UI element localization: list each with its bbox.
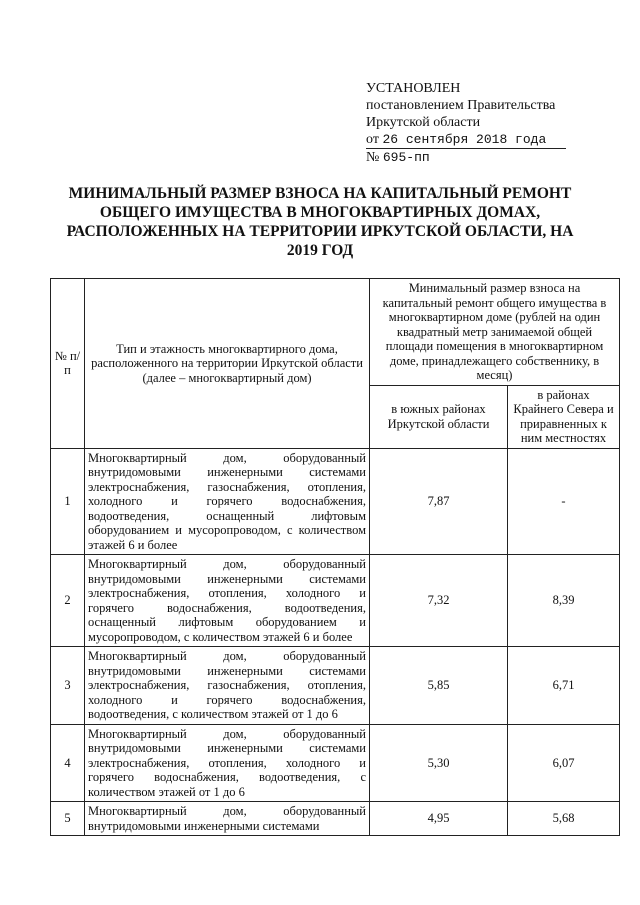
row-type: Многоквартирный дом, оборудованный внутридомовыми инженерными системами электроснабжения, газоснабжения, отопления, холодного и горячего водоснабжения, водоотведения, оснащенный лифтовым оборудованием и мусоропроводом, с количеством этажей 6 и более	[85, 448, 370, 555]
row-type: Многоквартирный дом, оборудованный внутридомовыми инженерными системами	[85, 802, 370, 836]
date-prefix: от	[366, 132, 379, 147]
row-south: 5,30	[370, 724, 508, 802]
row-num: 1	[51, 448, 85, 555]
row-north: 6,07	[508, 724, 620, 802]
row-north: 6,71	[508, 647, 620, 725]
row-south: 7,87	[370, 448, 508, 555]
row-south: 4,95	[370, 802, 508, 836]
table-row	[51, 555, 620, 647]
approval-date	[366, 131, 596, 149]
row-south: 5,85	[370, 647, 508, 725]
header-north: в районах Крайнего Севера и приравненных к ним местностях	[508, 385, 620, 448]
table-row	[51, 647, 620, 725]
row-num: 5	[51, 802, 85, 836]
row-type: Многоквартирный дом, оборудованный внутридомовыми инженерными системами электроснабжения, газоснабжения, отопления, холодного и горячего водоснабжения, водоотведения, с количеством этажей от 1 до 6	[85, 647, 370, 725]
row-south: 7,32	[370, 555, 508, 647]
table-row	[51, 802, 620, 836]
header-num: № п/п	[51, 279, 85, 449]
header-type: Тип и этажность многоквартирного дома, расположенного на территории Иркутской области (далее – многоквартирный дом)	[85, 279, 370, 449]
header-south: в южных районах Иркутской области	[370, 385, 508, 448]
row-north: 5,68	[508, 802, 620, 836]
contribution-table	[50, 278, 620, 836]
number-prefix: №	[366, 150, 380, 165]
row-north: -	[508, 448, 620, 555]
document-title: МИНИМАЛЬНЫЙ РАЗМЕР ВЗНОСА НА КАПИТАЛЬНЫЙ РЕМОНТ ОБЩЕГО ИМУЩЕСТВА В МНОГОКВАРТИРНЫХ ДОМАХ, РАСПОЛОЖЕННЫХ НА ТЕРРИТОРИИ ИРКУТСКОЙ ОБЛАСТИ, НА 2019 ГОД	[66, 185, 574, 259]
approval-by: постановлением Правительства	[366, 98, 556, 113]
table-row	[51, 448, 620, 555]
header-size: Минимальный размер взноса на капитальный ремонт общего имущества в многоквартирном доме (рублей на один квадратный метр занимаемой общей площади помещения в многоквартирном доме, принадлежащего собственнику, в месяц)	[370, 279, 620, 386]
row-num: 4	[51, 724, 85, 802]
number-value: 695-пп	[382, 150, 430, 165]
row-num: 3	[51, 647, 85, 725]
row-num: 2	[51, 555, 85, 647]
row-north: 8,39	[508, 555, 620, 647]
row-type: Многоквартирный дом, оборудованный внутридомовыми инженерными системами электроснабжения, отопления, холодного и горячего водоснабжения, водоотведения, с количеством этажей от 1 до 6	[85, 724, 370, 802]
approval-number	[366, 149, 596, 166]
approval-heading: УСТАНОВЛЕН	[366, 81, 461, 96]
approval-region: Иркутской области	[366, 115, 481, 130]
table-row	[51, 724, 620, 802]
table-header-row	[51, 279, 620, 386]
approval-block	[366, 80, 596, 166]
date-value: 26 сентября 2018 года	[382, 132, 547, 147]
row-type: Многоквартирный дом, оборудованный внутридомовыми инженерными системами электроснабжения, отопления, холодного и горячего водоснабжения, водоотведения, оснащенный лифтовым оборудованием и мусоропроводом, с количеством этажей 6 и более	[85, 555, 370, 647]
